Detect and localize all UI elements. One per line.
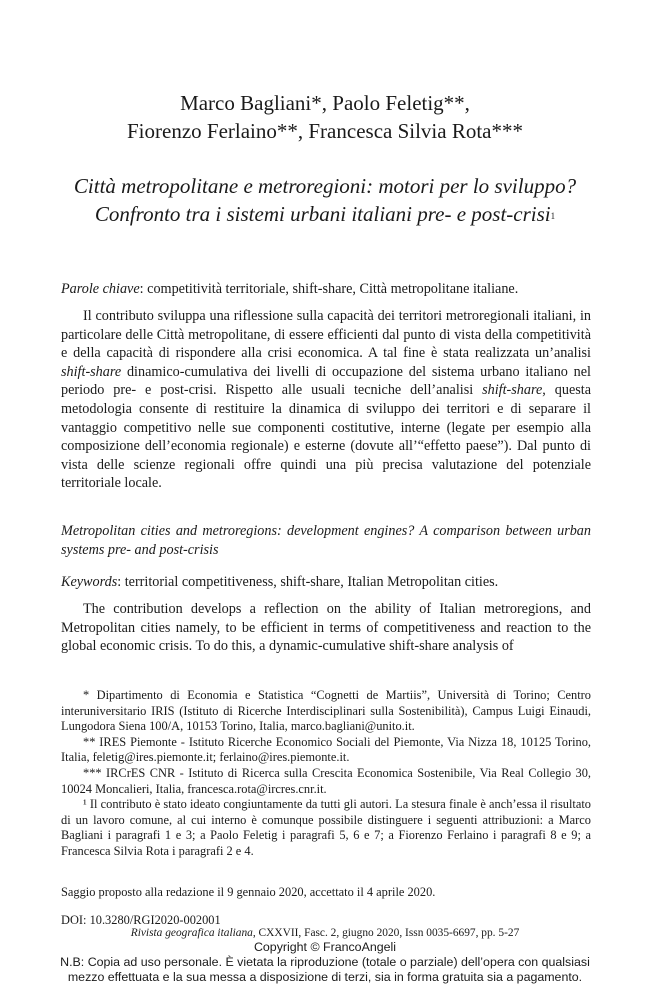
- usage-notice: [0, 955, 650, 985]
- submission-dates: Saggio proposto alla redazione il 9 gennaio 2020, accettato il 4 aprile 2020.: [61, 885, 436, 899]
- footnote-affiliation-3: *** IRCrES CNR - Istituto di Ricerca sulla Crescita Economica Sostenibile, Via Real Collegio 30, 10024 Moncalieri, Italia, francesca.rota@ircres.cnr.it.: [61, 765, 591, 796]
- abstract-it-part-1: Il contributo sviluppa una riflessione sulla capacità dei territori metroregionali italiani, in particolare delle Città metropolitane, di essere efficienti dal punto di vista della competitività e della capacità di rispondere alla crisi economica. A tal fine è stata realizzata un’analisi: [61, 308, 591, 362]
- abstract-italian: [61, 307, 591, 493]
- footnotes: [61, 688, 591, 860]
- journal-name: Rivista geografica italiana: [130, 927, 253, 939]
- english-title: Metropolitan cities and metroregions: development engines? A comparison between urban systems pre- and post-crisis: [61, 523, 591, 558]
- doi[interactable]: DOI: 10.3280/RGI2020-002001: [61, 913, 221, 927]
- abstract-it-term-2: shift-share: [482, 382, 543, 399]
- footnote-contribution: ¹ Il contributo è stato ideato congiuntamente da tutti gli autori. La stesura finale è anch’essa il risultato di un lavoro comune, al cui interno è comunque possibile distinguere i seguenti attribuzioni: a Marco Bagliani i paragrafi 1 e 3; a Paolo Feletig i paragrafi 5, 6 e 7; a Fiorenzo Ferlaino i paragrafi 8 e 9; a Francesca Silvia Rota i paragrafi 2 e 4.: [61, 797, 591, 858]
- usage-notice-line-1: N.B: Copia ad uso personale. È vietata la riproduzione (totale o parziale) dell’opera con qualsiasi: [60, 955, 590, 969]
- keywords-label-it: Parole chiave: [61, 281, 140, 297]
- article-title: [0, 172, 650, 228]
- copyright: Copyright © FrancoAngeli: [253, 940, 397, 954]
- author-line-2: Fiorenzo Ferlaino**, Francesca Silvia Rota***: [127, 119, 523, 143]
- journal-details: , CXXVII, Fasc. 2, giugno 2020, Issn 0035-6697, pp. 5-27: [252, 927, 520, 939]
- keywords-text-it: : competitività territoriale, shift-share, Città metropolitane italiane.: [139, 281, 519, 297]
- abstract-it-term-1: shift-share: [61, 363, 122, 380]
- title-line-2: [0, 200, 650, 228]
- title-footnote-mark[interactable]: 1: [550, 211, 556, 221]
- usage-notice-line-2: mezzo effettuata e la sua messa a disposizione di terzi, sia in forma gratuita sia a pagamento.: [67, 970, 583, 984]
- abstract-it-part-3: , questa metodologia consente di restituire la dinamica di sviluppo dei territori e di separare il vantaggio competitivo nelle sue componenti costitutive, interne (legate per esempio alla composizione dell’economia regionale) e esterne (dovute all’“effetto paese”). Dal punto di vista delle scienze regionali offre quindi una più precisa valutazione del potenziale territoriale locale.: [61, 382, 591, 492]
- abstract-english: The contribution develops a reflection on the ability of Italian metroregions, and Metropolitan cities namely, to be efficient in terms of competitiveness and reaction to the global economic crisis. To do this, a dynamic-cumulative shift-share analysis of: [61, 601, 591, 655]
- keywords-text-en: : territorial competitiveness, shift-share, Italian Metropolitan cities.: [117, 574, 499, 590]
- abstract-it-part-2: dinamico-cumulativa dei livelli di occupazione del sistema urbano italiano nel periodo pre- e post-crisi. Rispetto alle usuali tecniche dell’analisi: [61, 363, 591, 399]
- keywords-italian: [61, 280, 591, 299]
- keywords-english: [61, 573, 591, 592]
- footnote-affiliation-1: * Dipartimento di Economia e Statistica “Cognetti de Martiis”, Università di Torino; Centro interuniversitario IRIS (Istituto di Ricerche Interdisciplinari sulla Sostenibilità), Campus Luigi Einaudi, Lungodora Siena 100/A, 10153 Torino, Italia, marco.bagliani@unito.it.: [61, 688, 591, 734]
- footnote-affiliation-2: ** IRES Piemonte - Istituto Ricerche Economico Sociali del Piemonte, Via Nizza 18, 10125 Torino, Italia, feletig@ires.piemonte.it; ferlaino@ires.piemonte.it.: [61, 734, 591, 765]
- author-list: [0, 89, 650, 145]
- keywords-label-en: Keywords: [61, 574, 118, 590]
- author-line-1: Marco Bagliani*, Paolo Feletig**,: [180, 91, 470, 115]
- title-line-2-text: Confronto tra i sistemi urbani italiani pre- e post-crisi: [94, 202, 551, 226]
- title-line-1: Città metropolitane e metroregioni: motori per lo sviluppo?: [73, 174, 577, 198]
- journal-info: [0, 927, 650, 940]
